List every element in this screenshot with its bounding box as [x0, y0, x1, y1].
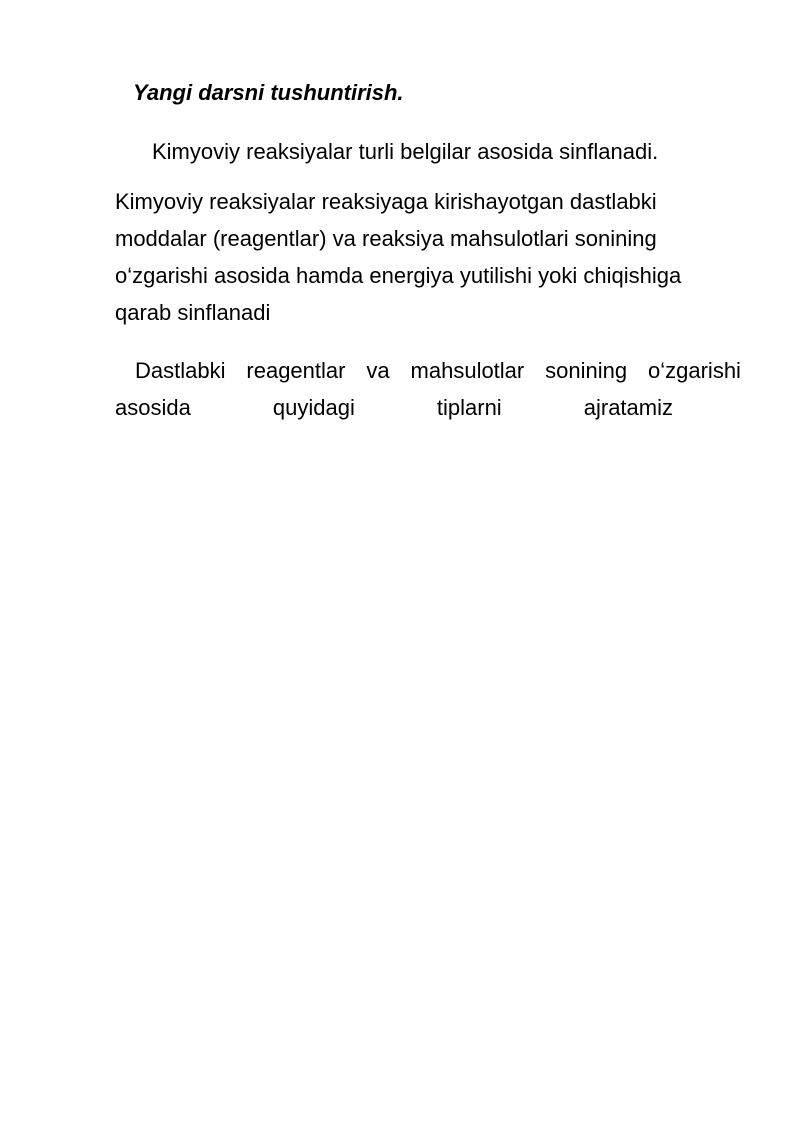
word: tiplarni [436, 395, 502, 420]
paragraph-line: moddalar (reagentlar) va reaksiya mahsulotlari sonining [115, 226, 657, 251]
classification-paragraph [115, 183, 750, 331]
word: quyidagi [272, 395, 355, 420]
word: Dastlabki [135, 358, 226, 383]
word: sonining [545, 358, 628, 383]
paragraph-line [115, 389, 673, 426]
word: va [366, 358, 390, 383]
word: ajratamiz [583, 395, 673, 420]
paragraph-line: qarab sinflanadi [115, 300, 271, 325]
word: asosida [115, 395, 191, 420]
intro-paragraph: Kimyoviy reaksiyalar turli belgilar asosida sinflanadi. [152, 139, 659, 164]
word: o‘zgarishi [648, 358, 741, 383]
types-paragraph [115, 352, 741, 426]
word: mahsulotlar [410, 358, 525, 383]
lesson-heading: Yangi darsni tushuntirish. [133, 80, 404, 105]
paragraph-line: Kimyoviy reaksiyalar reaksiyaga kirishayotgan dastlabki [115, 189, 657, 214]
word: reagentlar [246, 358, 346, 383]
paragraph-line [115, 352, 741, 389]
paragraph-line: o‘zgarishi asosida hamda energiya yutilishi yoki chiqishiga [115, 263, 682, 288]
